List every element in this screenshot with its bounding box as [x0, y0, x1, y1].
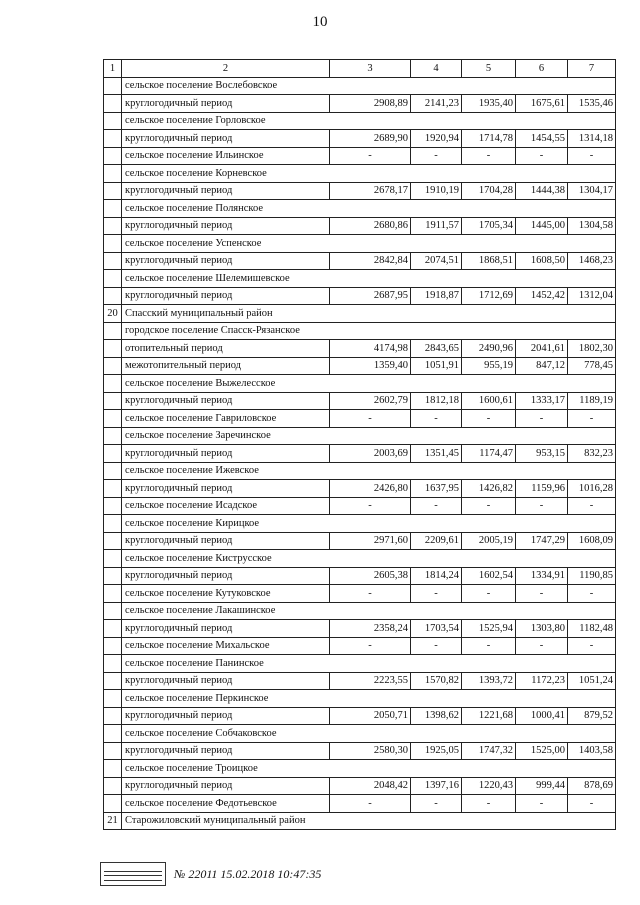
value-cell: 1814,24: [411, 567, 462, 585]
value-cell: 1925,05: [411, 742, 462, 760]
value-cell: 2687,95: [330, 287, 411, 305]
value-cell: 1359,40: [330, 357, 411, 375]
row-number: [104, 235, 122, 253]
value-cell: -: [411, 795, 462, 813]
row-label: круглогодичный период: [122, 567, 330, 585]
value-cell: 1189,19: [568, 392, 616, 410]
value-cell: -: [568, 410, 616, 428]
table-row: [104, 795, 616, 813]
value-cell: -: [516, 147, 568, 165]
table-row: [104, 445, 616, 463]
column-header: 4: [411, 60, 462, 78]
value-cell: 2843,65: [411, 340, 462, 358]
value-cell: 1570,82: [411, 672, 462, 690]
column-header: 3: [330, 60, 411, 78]
value-cell: 1403,58: [568, 742, 616, 760]
row-number: [104, 760, 122, 778]
table-row: [104, 410, 616, 428]
column-header: 1: [104, 60, 122, 78]
table-row: [104, 532, 616, 550]
value-cell: 2689,90: [330, 130, 411, 148]
section-row: [104, 725, 616, 743]
row-number: [104, 165, 122, 183]
value-cell: 1637,95: [411, 480, 462, 498]
value-cell: 1452,42: [516, 287, 568, 305]
row-number: [104, 515, 122, 533]
row-number: [104, 147, 122, 165]
value-cell: -: [568, 637, 616, 655]
value-cell: 1608,09: [568, 532, 616, 550]
row-number: [104, 340, 122, 358]
value-cell: 1802,30: [568, 340, 616, 358]
page-number: 10: [312, 14, 328, 30]
table-row: [104, 340, 616, 358]
value-cell: 1220,43: [462, 777, 516, 795]
value-cell: 2580,30: [330, 742, 411, 760]
row-label: Старожиловский муниципальный район: [122, 812, 616, 830]
row-number: [104, 690, 122, 708]
value-cell: -: [330, 637, 411, 655]
section-row: [104, 200, 616, 218]
value-cell: 1705,34: [462, 217, 516, 235]
row-number: [104, 112, 122, 130]
table-row: [104, 95, 616, 113]
value-cell: 1397,16: [411, 777, 462, 795]
value-cell: 1444,38: [516, 182, 568, 200]
value-cell: 1703,54: [411, 620, 462, 638]
value-cell: 1608,50: [516, 252, 568, 270]
value-cell: -: [411, 585, 462, 603]
row-number: [104, 410, 122, 428]
table-row: [104, 480, 616, 498]
value-cell: -: [330, 410, 411, 428]
section-row: [104, 655, 616, 673]
section-row: [104, 165, 616, 183]
value-cell: 1182,48: [568, 620, 616, 638]
section-row: [104, 690, 616, 708]
value-cell: 4174,98: [330, 340, 411, 358]
row-label: круглогодичный период: [122, 95, 330, 113]
value-cell: 1454,55: [516, 130, 568, 148]
value-cell: 2971,60: [330, 532, 411, 550]
table-row: [104, 392, 616, 410]
value-cell: 2209,61: [411, 532, 462, 550]
row-number: [104, 532, 122, 550]
table-row: [104, 637, 616, 655]
table-row: [104, 497, 616, 515]
registration-mark: № 22011 15.02.2018 10:47:35: [174, 866, 322, 881]
document-footer: [100, 862, 321, 886]
row-label: сельское поселение Михальское: [122, 637, 330, 655]
value-cell: 832,23: [568, 445, 616, 463]
row-number: [104, 637, 122, 655]
value-cell: 2490,96: [462, 340, 516, 358]
value-cell: 1016,28: [568, 480, 616, 498]
value-cell: 1312,04: [568, 287, 616, 305]
value-cell: 1304,17: [568, 182, 616, 200]
row-number: [104, 550, 122, 568]
row-number: [104, 287, 122, 305]
table-row: [104, 130, 616, 148]
value-cell: 1602,54: [462, 567, 516, 585]
value-cell: 1812,18: [411, 392, 462, 410]
row-number: [104, 725, 122, 743]
row-label: сельское поселение Кутуковское: [122, 585, 330, 603]
row-label: сельское поселение Собчаковское: [122, 725, 616, 743]
value-cell: 847,12: [516, 357, 568, 375]
value-cell: 1221,68: [462, 707, 516, 725]
value-cell: 1712,69: [462, 287, 516, 305]
value-cell: 1714,78: [462, 130, 516, 148]
row-number: [104, 252, 122, 270]
row-label: сельское поселение Киструсское: [122, 550, 616, 568]
row-number: [104, 602, 122, 620]
value-cell: 778,45: [568, 357, 616, 375]
value-cell: 2041,61: [516, 340, 568, 358]
section-row: [104, 112, 616, 130]
value-cell: -: [516, 637, 568, 655]
row-number: [104, 77, 122, 95]
value-cell: 1051,24: [568, 672, 616, 690]
value-cell: 999,44: [516, 777, 568, 795]
row-label: межотопительный период: [122, 357, 330, 375]
table-header-row: [104, 60, 616, 78]
row-label: сельское поселение Лакашинское: [122, 602, 616, 620]
row-number: [104, 777, 122, 795]
value-cell: 1172,23: [516, 672, 568, 690]
section-row: [104, 270, 616, 288]
column-header: 5: [462, 60, 516, 78]
value-cell: 2074,51: [411, 252, 462, 270]
value-cell: 1747,32: [462, 742, 516, 760]
value-cell: 955,19: [462, 357, 516, 375]
row-label: сельское поселение Полянское: [122, 200, 616, 218]
value-cell: -: [516, 410, 568, 428]
row-number: [104, 375, 122, 393]
value-cell: 1525,94: [462, 620, 516, 638]
value-cell: 2605,38: [330, 567, 411, 585]
value-cell: 2141,23: [411, 95, 462, 113]
value-cell: 1445,00: [516, 217, 568, 235]
row-label: сельское поселение Успенское: [122, 235, 616, 253]
value-cell: 1600,61: [462, 392, 516, 410]
section-row: [104, 462, 616, 480]
value-cell: 2678,17: [330, 182, 411, 200]
row-number: [104, 620, 122, 638]
value-cell: 1868,51: [462, 252, 516, 270]
row-number: 21: [104, 812, 122, 830]
value-cell: -: [462, 147, 516, 165]
row-number: [104, 322, 122, 340]
section-row: [104, 602, 616, 620]
value-cell: -: [462, 497, 516, 515]
value-cell: 1535,46: [568, 95, 616, 113]
value-cell: 1190,85: [568, 567, 616, 585]
table-row: [104, 147, 616, 165]
value-cell: 1935,40: [462, 95, 516, 113]
row-number: [104, 182, 122, 200]
value-cell: 1334,91: [516, 567, 568, 585]
section-row: [104, 550, 616, 568]
row-label: сельское поселение Корневское: [122, 165, 616, 183]
column-header: 2: [122, 60, 330, 78]
row-number: [104, 392, 122, 410]
value-cell: 2050,71: [330, 707, 411, 725]
value-cell: -: [568, 497, 616, 515]
row-label: круглогодичный период: [122, 445, 330, 463]
value-cell: 1174,47: [462, 445, 516, 463]
row-number: [104, 200, 122, 218]
value-cell: 878,69: [568, 777, 616, 795]
section-row: [104, 812, 616, 830]
value-cell: -: [411, 637, 462, 655]
section-row: [104, 427, 616, 445]
value-cell: 1393,72: [462, 672, 516, 690]
registry-stamp-icon: [100, 862, 166, 886]
value-cell: 2426,80: [330, 480, 411, 498]
row-number: [104, 795, 122, 813]
table-row: [104, 777, 616, 795]
value-cell: 1920,94: [411, 130, 462, 148]
value-cell: -: [330, 147, 411, 165]
column-header: 6: [516, 60, 568, 78]
table-row: [104, 672, 616, 690]
value-cell: 1333,17: [516, 392, 568, 410]
row-number: [104, 357, 122, 375]
row-number: [104, 655, 122, 673]
table-row: [104, 742, 616, 760]
value-cell: -: [568, 147, 616, 165]
row-number: [104, 672, 122, 690]
row-label: сельское поселение Выжелесское: [122, 375, 616, 393]
tariff-table: [103, 59, 616, 830]
table-row: [104, 585, 616, 603]
row-label: круглогодичный период: [122, 532, 330, 550]
row-label: сельское поселение Гавриловское: [122, 410, 330, 428]
row-label: круглогодичный период: [122, 252, 330, 270]
row-label: круглогодичный период: [122, 217, 330, 235]
row-number: [104, 585, 122, 603]
value-cell: 953,15: [516, 445, 568, 463]
section-row: [104, 77, 616, 95]
value-cell: -: [411, 497, 462, 515]
value-cell: 1468,23: [568, 252, 616, 270]
row-number: [104, 707, 122, 725]
value-cell: -: [516, 795, 568, 813]
row-label: городское поселение Спасск-Рязанское: [122, 322, 616, 340]
table-row: [104, 620, 616, 638]
row-number: [104, 95, 122, 113]
row-label: Спасский муниципальный район: [122, 305, 616, 323]
value-cell: 1525,00: [516, 742, 568, 760]
value-cell: 1303,80: [516, 620, 568, 638]
value-cell: 1314,18: [568, 130, 616, 148]
row-number: [104, 445, 122, 463]
section-row: [104, 760, 616, 778]
row-number: [104, 217, 122, 235]
row-label: сельское поселение Панинское: [122, 655, 616, 673]
row-label: сельское поселение Ильинское: [122, 147, 330, 165]
section-row: [104, 305, 616, 323]
value-cell: -: [330, 795, 411, 813]
value-cell: 2003,69: [330, 445, 411, 463]
value-cell: 879,52: [568, 707, 616, 725]
row-number: [104, 270, 122, 288]
value-cell: -: [516, 497, 568, 515]
row-label: круглогодичный период: [122, 392, 330, 410]
row-label: сельское поселение Горловское: [122, 112, 616, 130]
table-row: [104, 182, 616, 200]
value-cell: -: [330, 585, 411, 603]
value-cell: 1747,29: [516, 532, 568, 550]
column-header: 7: [568, 60, 616, 78]
section-row: [104, 375, 616, 393]
value-cell: -: [568, 585, 616, 603]
row-number: [104, 497, 122, 515]
row-label: отопительный период: [122, 340, 330, 358]
row-number: [104, 567, 122, 585]
value-cell: 1351,45: [411, 445, 462, 463]
row-label: сельское поселение Вослебовское: [122, 77, 616, 95]
section-row: [104, 235, 616, 253]
row-number: [104, 462, 122, 480]
value-cell: 2005,19: [462, 532, 516, 550]
row-label: сельское поселение Шелемишевское: [122, 270, 616, 288]
value-cell: 1051,91: [411, 357, 462, 375]
row-label: сельское поселение Троицкое: [122, 760, 616, 778]
value-cell: 1000,41: [516, 707, 568, 725]
value-cell: 2223,55: [330, 672, 411, 690]
value-cell: 2680,86: [330, 217, 411, 235]
value-cell: -: [411, 147, 462, 165]
table-row: [104, 707, 616, 725]
row-label: круглогодичный период: [122, 707, 330, 725]
row-label: круглогодичный период: [122, 620, 330, 638]
row-number: [104, 742, 122, 760]
row-label: круглогодичный период: [122, 480, 330, 498]
table-row: [104, 287, 616, 305]
value-cell: -: [411, 410, 462, 428]
row-number: [104, 480, 122, 498]
value-cell: -: [568, 795, 616, 813]
value-cell: 2048,42: [330, 777, 411, 795]
row-number: [104, 427, 122, 445]
row-label: сельское поселение Федотьевское: [122, 795, 330, 813]
value-cell: -: [462, 795, 516, 813]
table-row: [104, 217, 616, 235]
value-cell: -: [330, 497, 411, 515]
value-cell: 1704,28: [462, 182, 516, 200]
value-cell: 1159,96: [516, 480, 568, 498]
row-label: сельское поселение Перкинское: [122, 690, 616, 708]
section-row: [104, 322, 616, 340]
value-cell: -: [462, 637, 516, 655]
value-cell: -: [462, 410, 516, 428]
row-number: [104, 130, 122, 148]
row-label: сельское поселение Заречинское: [122, 427, 616, 445]
value-cell: 2602,79: [330, 392, 411, 410]
row-number: 20: [104, 305, 122, 323]
value-cell: 1304,58: [568, 217, 616, 235]
row-label: круглогодичный период: [122, 742, 330, 760]
value-cell: 2358,24: [330, 620, 411, 638]
value-cell: 1426,82: [462, 480, 516, 498]
table-row: [104, 357, 616, 375]
value-cell: 1911,57: [411, 217, 462, 235]
value-cell: 1675,61: [516, 95, 568, 113]
row-label: сельское поселение Кирицкое: [122, 515, 616, 533]
row-label: круглогодичный период: [122, 287, 330, 305]
value-cell: 2842,84: [330, 252, 411, 270]
table-row: [104, 252, 616, 270]
value-cell: -: [516, 585, 568, 603]
row-label: круглогодичный период: [122, 182, 330, 200]
row-label: сельское поселение Ижевское: [122, 462, 616, 480]
value-cell: 1918,87: [411, 287, 462, 305]
value-cell: 2908,89: [330, 95, 411, 113]
table-row: [104, 567, 616, 585]
row-label: круглогодичный период: [122, 130, 330, 148]
value-cell: 1910,19: [411, 182, 462, 200]
value-cell: -: [462, 585, 516, 603]
row-label: круглогодичный период: [122, 777, 330, 795]
value-cell: 1398,62: [411, 707, 462, 725]
row-label: круглогодичный период: [122, 672, 330, 690]
section-row: [104, 515, 616, 533]
row-label: сельское поселение Исадское: [122, 497, 330, 515]
